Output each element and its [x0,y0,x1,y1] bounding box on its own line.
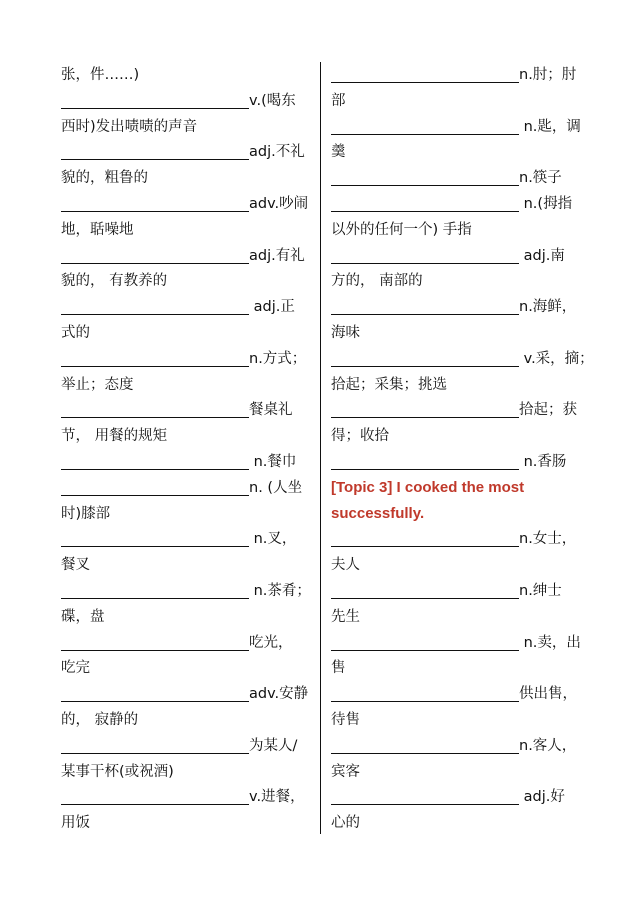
answer-blank[interactable] [331,116,519,135]
vocab-text: n.客人， [519,737,577,754]
vocab-blank-line [331,243,565,269]
answer-blank[interactable] [61,348,249,367]
vocab-continuation [61,62,139,88]
vocab-text: n.叉， [249,531,297,548]
answer-blank[interactable] [61,528,249,547]
vocab-blank-line [61,397,293,423]
vocab-continuation [331,604,360,630]
vocab-blank-line [61,475,302,501]
vocab-text: 餐叉 [61,557,90,574]
vocab-text: 地，聒噪地 [61,221,134,238]
answer-blank[interactable] [331,632,519,651]
answer-blank[interactable] [61,296,249,315]
answer-blank[interactable] [331,193,519,212]
vocab-text: n.筷子 [519,170,562,187]
answer-blank[interactable] [331,348,519,367]
vocab-text: [Topic 3] I cooked the most [331,478,525,496]
vocab-text: n.肘；肘 [519,67,577,83]
vocab-blank-line [331,449,566,475]
vocab-continuation [331,655,346,681]
vocab-continuation [61,423,167,449]
vocab-text: v.(喝东 [249,92,296,109]
vocab-continuation [61,810,90,836]
vocab-text: 夫人 [331,557,360,574]
vocab-blank-line [331,784,565,810]
vocab-text: 张，件……) [61,67,140,83]
vocab-text: 的， 寂静的 [61,712,139,728]
answer-blank[interactable] [61,451,249,470]
answer-blank[interactable] [331,296,519,315]
answer-blank[interactable] [61,683,249,702]
vocab-text: 为某人/ [249,737,298,754]
vocab-text: n.餐巾 [249,454,297,470]
vocab-continuation [61,604,105,630]
answer-blank[interactable] [61,245,249,264]
vocab-continuation [61,501,110,527]
vocab-text: 部 [331,92,346,109]
vocab-text: n.卖，出 [519,634,581,651]
answer-blank[interactable] [61,90,249,109]
vocab-continuation [61,217,134,243]
vocab-text: 节， 用餐的规矩 [61,428,168,445]
vocab-continuation [331,217,472,243]
vocab-blank-line [331,526,576,552]
vocab-blank-line [331,578,562,604]
vocab-text: 拾起；采集；挑选 [331,376,447,393]
answer-blank[interactable] [331,167,519,186]
vocab-continuation [331,707,360,733]
vocab-text: 餐桌礼 [249,402,293,419]
vocab-blank-line [331,294,576,320]
section-heading [331,475,524,501]
vocab-text: n.匙，调 [519,118,581,135]
vocab-continuation [331,810,360,836]
vocab-text: n.绅士 [519,583,562,599]
vocab-continuation [61,552,90,578]
vocab-text: n. (人坐 [249,479,303,496]
vocab-text: adj.不礼 [249,144,305,161]
vocab-blank-line [331,630,581,656]
vocab-text: 碟，盘 [61,608,105,625]
vocab-text: 貌的，粗鲁的 [61,170,148,187]
column-divider [320,62,321,834]
vocab-continuation [61,268,167,294]
vocab-continuation [61,372,134,398]
answer-blank[interactable] [331,580,519,599]
vocab-blank-line [61,88,296,114]
vocab-text: 某事干杯(或祝酒) [61,763,174,780]
vocab-continuation [331,372,447,398]
vocab-blank-line [331,114,581,140]
vocab-text: 待售 [331,712,360,728]
vocab-text: 心的 [331,815,360,832]
vocab-continuation [331,320,360,346]
answer-blank[interactable] [331,735,519,754]
answer-blank[interactable] [61,786,249,805]
vocab-continuation [61,707,138,733]
vocab-blank-line [61,191,308,217]
vocab-continuation [331,759,360,785]
vocab-text: 先生 [331,608,360,625]
vocab-text: 羹 [331,144,346,161]
vocab-blank-line [61,630,293,656]
answer-blank[interactable] [331,64,519,83]
vocab-text: 宾客 [331,763,360,780]
answer-blank[interactable] [331,399,519,418]
vocab-text: v.采，摘； [519,350,594,367]
vocab-text: 拾起；获 [519,402,577,419]
vocab-continuation [331,139,346,165]
vocab-text: adj.正 [249,299,295,316]
vocab-continuation [61,655,90,681]
answer-blank[interactable] [331,683,519,702]
vocab-blank-line [61,681,308,707]
vocab-text: 售 [331,660,346,677]
vocab-continuation [331,423,389,449]
vocab-text: n.方式； [249,350,307,367]
vocab-blank-line [61,346,306,372]
vocab-text: 吃光， [249,634,293,651]
vocab-blank-line [331,681,577,707]
vocab-text: n.(拇指 [519,196,573,212]
answer-blank[interactable] [61,477,249,496]
vocab-text: n.香肠 [519,454,567,470]
vocab-text: 举止；态度 [61,376,134,393]
vocab-blank-line [61,243,305,269]
vocab-continuation [61,114,197,140]
vocab-text: 吃完 [61,660,90,677]
vocab-text: 貌的， 有教养的 [61,273,168,290]
vocab-blank-line [61,784,305,810]
vocab-text: n.海鲜， [519,299,577,316]
vocab-text: 西时)发出啧啧的声音 [61,118,198,135]
answer-blank[interactable] [61,193,249,212]
vocab-text: 用饭 [61,815,90,832]
vocab-text: 供出售， [519,686,577,703]
vocab-text: adv.吵闹 [249,196,309,212]
vocab-blank-line [331,165,562,191]
answer-blank[interactable] [331,245,519,264]
section-heading [331,501,424,527]
answer-blank[interactable] [331,528,519,547]
answer-blank[interactable] [61,141,249,160]
answer-blank[interactable] [61,632,249,651]
vocab-blank-line [61,578,311,604]
vocab-blank-line [331,62,576,88]
vocab-text: 以外的任何一个) 手指 [331,221,472,238]
vocab-continuation [331,88,346,114]
vocab-text: 海味 [331,325,360,341]
vocab-text: 得；收拾 [331,428,389,445]
vocab-text: adj.南 [519,247,565,264]
vocab-text: 式的 [61,325,90,341]
vocab-text: adv.安静 [249,686,309,703]
vocab-blank-line [331,346,594,372]
vocab-blank-line [331,733,576,759]
vocab-text: 方的， 南部的 [331,273,423,290]
vocab-blank-line [331,191,572,217]
vocab-continuation [331,552,360,578]
vocab-blank-line [61,526,296,552]
answer-blank[interactable] [61,399,249,418]
vocab-blank-line [331,397,577,423]
vocab-text: v.进餐， [249,789,305,806]
answer-blank[interactable] [331,451,519,470]
vocab-text: adj.好 [519,789,565,806]
vocab-text: successfully. [331,504,425,522]
vocab-continuation [331,268,423,294]
vocab-text: adj.有礼 [249,247,305,264]
vocab-blank-line [61,449,296,475]
answer-blank[interactable] [331,786,519,805]
vocab-continuation [61,165,148,191]
vocab-text: n.女士， [519,531,577,548]
vocab-text: 时)膝部 [61,505,111,522]
vocab-continuation [61,759,174,785]
vocab-blank-line [61,139,305,165]
vocab-blank-line [61,733,297,759]
answer-blank[interactable] [61,580,249,599]
vocab-blank-line [61,294,295,320]
vocab-text: n.茶肴； [249,583,311,599]
vocab-continuation [61,320,90,346]
answer-blank[interactable] [61,735,249,754]
